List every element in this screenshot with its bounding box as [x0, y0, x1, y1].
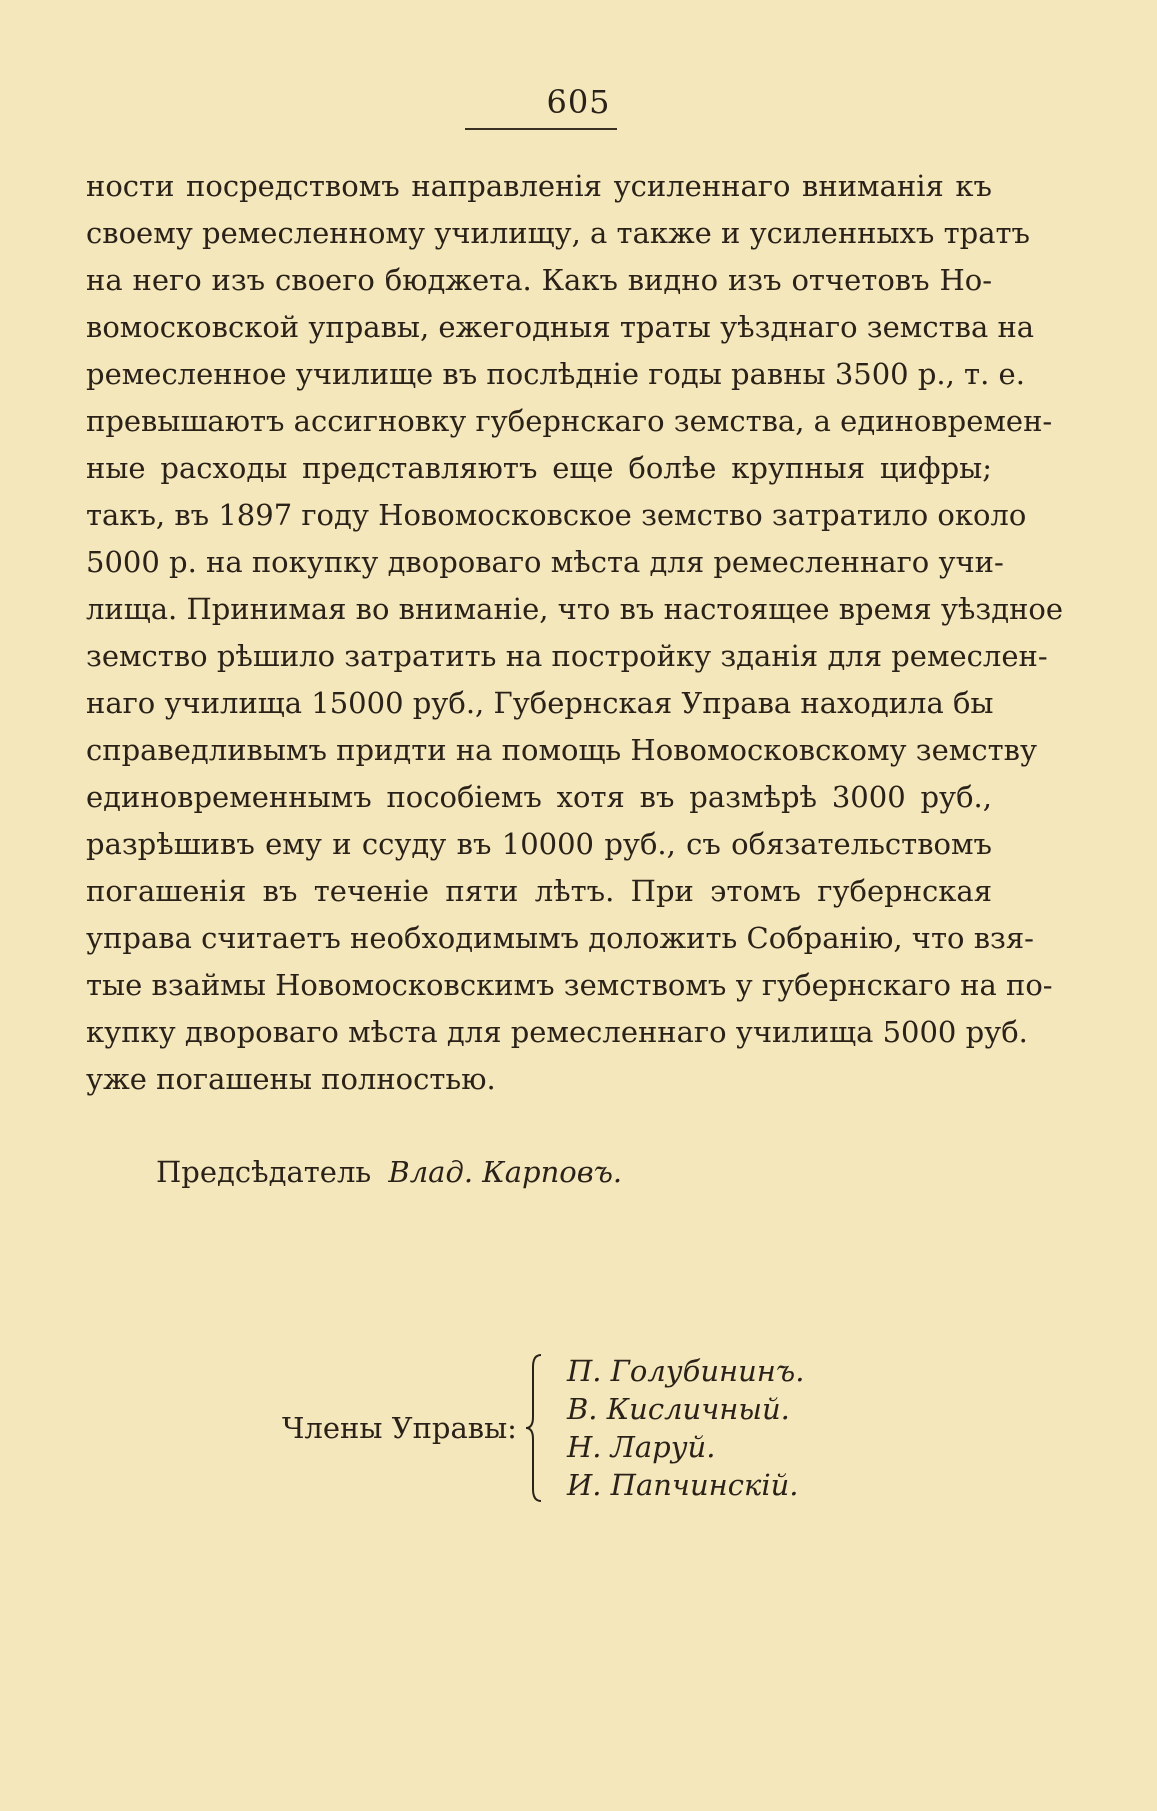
- text-line: справедливымъ придти на помощь Новомосковскому земству: [86, 733, 1038, 767]
- members-label: Члены Управы:: [282, 1411, 517, 1445]
- text-line: на него изъ своего бюджета. Какъ видно изъ отчетовъ Но-: [86, 263, 992, 297]
- text-line: земство рѣшило затратить на постройку зданія для ремеслен-: [86, 639, 1048, 673]
- page-number: 605: [546, 83, 611, 121]
- members-list: [567, 1352, 804, 1504]
- text-line: ности посредствомъ направленія усиленнаго вниманія къ: [86, 169, 992, 203]
- text-line: ремесленное училище въ послѣдніе годы равны 3500 р., т. е.: [86, 357, 1025, 391]
- member-name: В. Кисличный.: [566, 1392, 790, 1426]
- text-line: ные расходы представляютъ еще болѣе крупныя цифры;: [86, 451, 992, 485]
- member-name: Н. Ларуй.: [566, 1430, 716, 1464]
- chairman-label: Предсѣдатель: [156, 1155, 372, 1189]
- board-members-block: [282, 1353, 804, 1503]
- member-name: И. Папчинскій.: [566, 1468, 799, 1502]
- text-line: такъ, въ 1897 году Новомосковское земство затратило около: [86, 498, 1027, 532]
- page-number-container: [0, 82, 1157, 122]
- text-line: управа считаетъ необходимымъ доложить Собранію, что взя-: [86, 921, 1034, 955]
- text-line: вомосковской управы, ежегодныя траты уѣзднаго земства на: [86, 310, 1035, 344]
- text-line: тые взаймы Новомосковскимъ земствомъ у губернскаго на по-: [86, 968, 1053, 1002]
- text-line: купку двороваго мѣста для ремесленнаго училища 5000 руб.: [86, 1015, 1028, 1049]
- chairman-signature: [156, 1152, 622, 1192]
- text-line-last: уже погашены полностью.: [86, 1062, 496, 1096]
- chairman-name: Влад. Карповъ.: [388, 1155, 623, 1189]
- text-line: своему ремесленному училищу, а также и усиленныхъ тратъ: [86, 216, 1030, 250]
- text-line: лища. Принимая во вниманіе, что въ настоящее время уѣздное: [86, 592, 1064, 626]
- body-paragraph: [86, 163, 1064, 1103]
- text-line: наго училища 15000 руб., Губернская Управа находила бы: [86, 686, 994, 720]
- text-line: единовременнымъ пособіемъ хотя въ размѣрѣ 3000 руб.,: [86, 780, 992, 814]
- page-number-rule: [465, 128, 617, 130]
- member-name: П. Голубининъ.: [566, 1354, 805, 1388]
- curly-brace-icon: [523, 1353, 545, 1503]
- text-line: превышаютъ ассигновку губернскаго земства, а единовремен-: [86, 404, 1053, 438]
- text-line: разрѣшивъ ему и ссуду въ 10000 руб., съ обязательствомъ: [86, 827, 992, 861]
- text-line: 5000 р. на покупку двороваго мѣста для ремесленнаго учи-: [86, 545, 1004, 579]
- text-line: погашенія въ теченіе пяти лѣтъ. При этомъ губернская: [86, 874, 992, 908]
